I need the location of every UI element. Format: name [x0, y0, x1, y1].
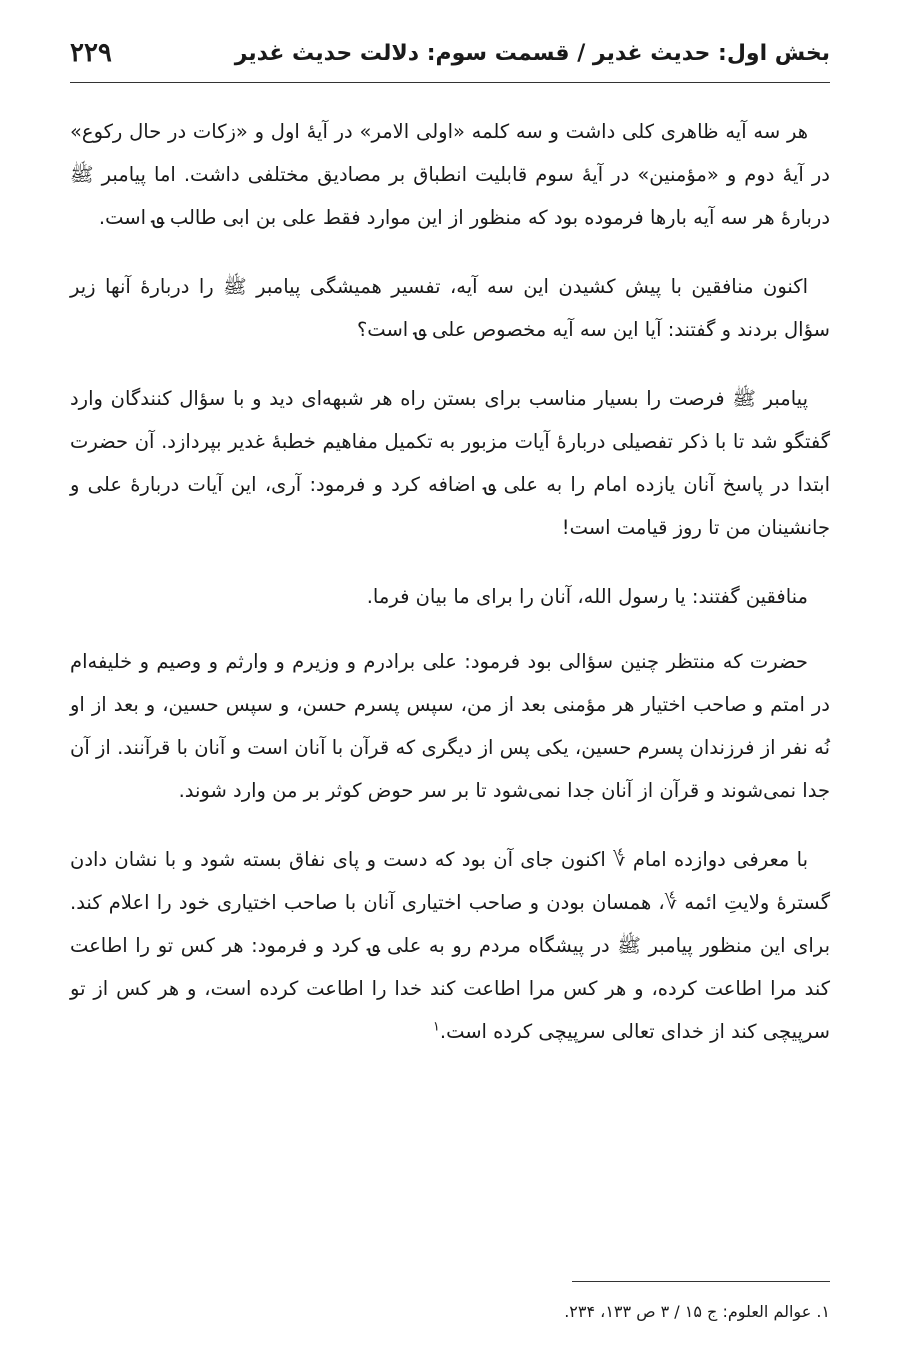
- footnote: ۱. عوالم العلوم: ج ۱۵ / ۳ ص ۱۳۳، ۲۳۴.: [564, 1302, 830, 1321]
- running-title: بخش اول: حدیث غدیر / قسمت سوم: دلالت حدیث غدیر: [234, 40, 830, 66]
- paragraph-6-text: با معرفی دوازده امام ؇ اکنون جای آن بود که دست و پای نفاق بسته شود و با نشان دادن گسترهٔ ولایتِ ائمه ؇، همسان بودن و صاحب اختیاری آنان با صاحب اختیاری خود را اعلام کند. برای این منظور پیامبر ﷺ در پیشگاه مردم رو به علی ؈ کرد و فرمود: هر کس تو را اطاعت کند مرا اطاعت کرده، و هر کس مرا اطاعت کند خدا را اطاعت کرده است، و هر کس از تو سرپیچی کند از خدای تعالی سرپیچی کرده است.: [70, 848, 830, 1043]
- paragraph-2: اکنون منافقین با پیش کشیدن این سه آیه، تفسیر همیشگی پیامبر ﷺ را دربارهٔ آنها زیر سؤال بردند و گفتند: آیا این سه آیه مخصوص علی ؈ است؟: [70, 275, 830, 341]
- header-divider: [70, 82, 830, 83]
- page-number: ۲۲۹: [70, 38, 112, 68]
- page-header: [70, 30, 830, 76]
- body-text: [70, 110, 830, 1079]
- paragraph-6: [70, 838, 830, 1053]
- paragraph-1: هر سه آیه ظاهری کلی داشت و سه کلمه «اولی الامر» در آیهٔ اول و «زکات در حال رکوع» در آیهٔ دوم و «مؤمنین» در آیهٔ سوم قابلیت انطباق بر مصادیق مختلفی داشت. اما پیامبر ﷺ دربارهٔ هر سه آیه بارها فرموده بود که منظور از این موارد فقط علی بن ابی طالب ؈ است.: [70, 120, 830, 229]
- paragraph-5: حضرت که منتظر چنین سؤالی بود فرمود: علی برادرم و وزیرم و وارثم و وصیم و خلیفه‌ام در امتم و صاحب اختیار هر مؤمنی بعد از من، سپس پسرم حسن، و سپس حسین، و بعد از او نُه نفر از فرزندان پسرم حسین، یکی پس از دیگری که قرآن با آنان است و آنان با قرآنند. از آن جدا نمی‌شوند و قرآن از آنان جدا نمی‌شود تا بر سر حوض کوثر بر من وارد شوند.: [70, 650, 830, 802]
- footnote-divider: [572, 1281, 830, 1282]
- paragraph-4: منافقین گفتند: یا رسول الله، آنان را برای ما بیان فرما.: [366, 585, 808, 608]
- paragraph-3: پیامبر ﷺ فرصت را بسیار مناسب برای بستن راه هر شبهه‌ای دید و با سؤال کنندگان وارد گفتگو شد تا با ذکر تفصیلی دربارهٔ آیات مزبور به تکمیل مفاهیم خطبهٔ غدیر بپردازد. آن حضرت ابتدا در پاسخ آنان یازده امام را به علی ؈ اضافه کرد و فرمود: آری، این آیات دربارهٔ علی و جانشینان من تا روز قیامت است!: [70, 387, 830, 539]
- footnote-reference: ۱: [432, 1019, 440, 1035]
